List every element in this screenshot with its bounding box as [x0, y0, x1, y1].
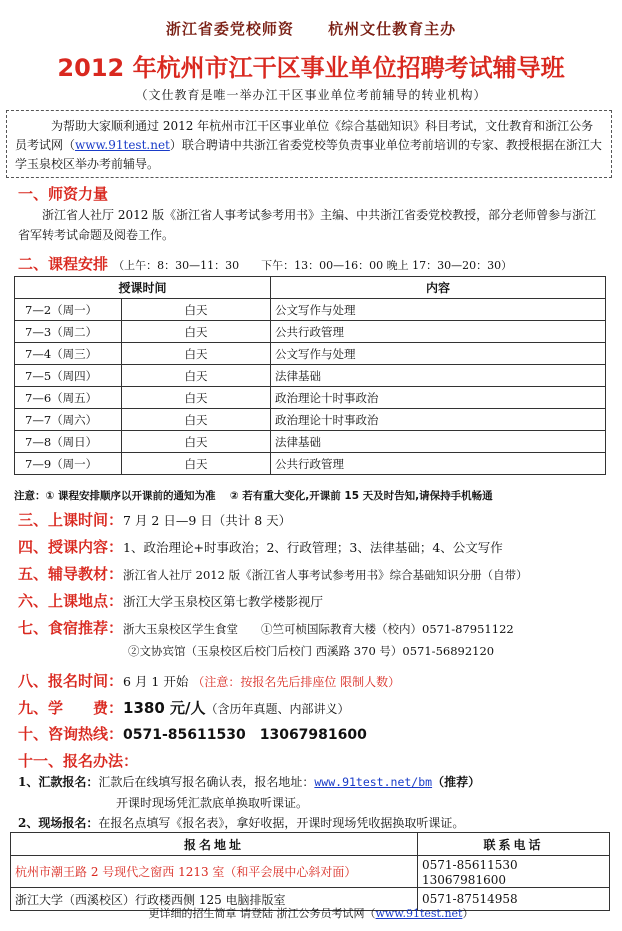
phone-header: 联系电话 [418, 833, 610, 856]
page-title: 2012 年杭州市江干区事业单位招聘考试辅导班 [57, 54, 565, 82]
footer [0, 905, 622, 921]
schedule-slot: 白天 [122, 365, 271, 387]
schedule-slot: 白天 [122, 299, 271, 321]
schedule-date: 7—4（周三） [15, 343, 122, 365]
schedule-header-time: 授课时间 [15, 277, 271, 299]
schedule-note [14, 488, 493, 503]
schedule-header-row [15, 277, 606, 299]
schedule-content: 公文写作与处理 [271, 299, 606, 321]
onsite-line [18, 814, 464, 831]
tagline: （文仕教育是唯一举办江干区事业单位考前辅导的转业机构） [135, 88, 487, 102]
table-row [15, 387, 606, 409]
schedule-content: 公文写作与处理 [271, 343, 606, 365]
section-class-time [18, 509, 291, 530]
schedule-slot: 白天 [122, 431, 271, 453]
schedule-content: 公共行政管理 [271, 321, 606, 343]
remit-line-2: 开课时现场凭汇款底单换取听课证。 [116, 796, 309, 810]
schedule-date: 7—5（周四） [15, 365, 122, 387]
intro-text-1: 为帮助大家顺利通过 2012 年杭州市江干区事业单位《综合基础知识》科目考试，文仕教育和浙江公务员考试网（ [15, 119, 594, 152]
schedule-header-content: 内容 [271, 277, 606, 299]
schedule-date: 7—7（周六） [15, 409, 122, 431]
section-schedule-header [18, 253, 512, 274]
schedule-slot: 白天 [122, 321, 271, 343]
lodging-line-1: 浙大玉泉校区学生食堂 ①竺可桢国际教育大楼（校内）0571-87951122 [123, 622, 514, 636]
class-time-value: 7 月 2 日—9 日（共计 8 天） [123, 513, 292, 528]
signup-method-heading: 十一、报名办法： [18, 752, 139, 770]
table-row [11, 856, 610, 888]
address-header: 报名地址 [11, 833, 418, 856]
footer-text: 更详细的招生简章 请登陆 浙江公务员考试网（ [148, 907, 376, 920]
organizer-right: 杭州文仕教育主办 [328, 20, 457, 38]
address-cell: 浙江大学（西溪校区）行政楼西侧 125 电脑排版室 [11, 888, 418, 911]
table-row [15, 431, 606, 453]
schedule-content: 公共行政管理 [271, 453, 606, 475]
remit-line [18, 773, 480, 790]
remit-link[interactable]: www.91test.net/bm [314, 775, 433, 789]
footer-link[interactable]: www.91test.net [375, 907, 463, 920]
section-fee [18, 697, 349, 718]
phone-cell: 0571-87514958 [418, 888, 610, 911]
intro-box [6, 110, 612, 178]
onsite-text: 在报名点填写《报名表》，拿好收据，开课时现场凭收据换取听课证。 [98, 816, 465, 830]
table-row [15, 453, 606, 475]
content-heading: 四、授课内容： [18, 538, 124, 556]
organizer-line [0, 18, 622, 39]
table-row [15, 343, 606, 365]
table-row [15, 365, 606, 387]
section-schedule-heading: 二、课程安排 [18, 255, 109, 273]
address-header-row [11, 833, 610, 856]
table-row [15, 321, 606, 343]
schedule-slot: 白天 [122, 453, 271, 475]
location-value: 浙江大学玉泉校区第七教学楼影视厅 [123, 594, 324, 609]
section-location [18, 590, 323, 611]
remit-label: 1、汇款报名： [18, 775, 99, 789]
intro-link[interactable]: www.91test.net [75, 138, 170, 152]
section-content [18, 536, 503, 557]
schedule-table [14, 276, 606, 475]
schedule-date: 7—3（周二） [15, 321, 122, 343]
signup-notice: （注意：按报名先后排座位 限制人数） [192, 675, 401, 689]
remit-recommend: （推荐） [432, 775, 481, 789]
address-cell: 杭州市潮王路 2 号现代之窗西 1213 室（和平会展中心斜对面） [11, 856, 418, 888]
schedule-slot: 白天 [122, 409, 271, 431]
intro-text-2: ）联合聘请中共浙江省委党校等负责事业单位考前培训的专家、教授根据在浙江大学玉泉校区举办考前辅导。 [15, 138, 602, 171]
content-value: 1、政治理论+时事政治；2、行政管理；3、法律基础；4、公文写作 [123, 540, 503, 555]
section-teachers-heading: 一、师资力量 [18, 185, 109, 203]
hotline-value: 0571-85611530 13067981600 [123, 727, 367, 743]
section-materials [18, 563, 528, 584]
section-hotline [18, 723, 367, 744]
schedule-date: 7—6（周五） [15, 387, 122, 409]
table-row [15, 299, 606, 321]
table-row [15, 409, 606, 431]
schedule-slot: 白天 [122, 343, 271, 365]
organizer-left: 浙江省委党校师资 [165, 20, 294, 38]
schedule-content: 政治理论十时事政治 [271, 387, 606, 409]
materials-heading: 五、辅导教材： [18, 565, 124, 583]
fee-value: 1380 元/人 [123, 699, 206, 717]
lodging-line-2: ②文协宾馆（玉泉校区后校门后校门 西溪路 370 号）0571-56892120 [128, 644, 495, 658]
schedule-date: 7—8（周日） [15, 431, 122, 453]
signup-time-value: 6 月 1 开始 [123, 674, 189, 689]
section-teachers-text: 浙江省人社厅 2012 版《浙江省人事考试参考用书》主编、中共浙江省委党校教授，部分老师曾参与浙江省军转考试命题及阅卷工作。 [18, 208, 597, 242]
remit-text: 汇款后在线填写报名确认表，报名地址： [98, 775, 315, 789]
schedule-times: （上午：8：30—11：30 下午：13：00—16：00 晚上 17：30—20：30） [113, 259, 513, 272]
location-heading: 六、上课地点： [18, 592, 124, 610]
schedule-date: 7—2（周一） [15, 299, 122, 321]
fee-heading: 九、学 费： [18, 699, 124, 717]
hotline-heading: 十、咨询热线： [18, 725, 124, 743]
footer-close: ） [462, 907, 474, 920]
class-time-heading: 三、上课时间： [18, 511, 124, 529]
address-table [10, 832, 610, 911]
onsite-label: 2、现场报名： [18, 816, 99, 830]
note-text: ：① 课程安排顺序以开课前的通知为准 ② 若有重大变化,开课前 15 天及时告知,请保持手机畅通 [35, 490, 493, 502]
schedule-content: 政治理论十时事政治 [271, 409, 606, 431]
schedule-content: 法律基础 [271, 431, 606, 453]
signup-time-heading: 八、报名时间： [18, 672, 124, 690]
schedule-date: 7—9（周一） [15, 453, 122, 475]
phone-cell: 0571-85611530 13067981600 [418, 856, 610, 888]
schedule-content: 法律基础 [271, 365, 606, 387]
section-signup-time [18, 670, 400, 691]
schedule-slot: 白天 [122, 387, 271, 409]
section-lodging [18, 617, 514, 638]
note-label: 注意 [14, 490, 35, 502]
lodging-heading: 七、食宿推荐： [18, 619, 124, 637]
fee-extra: （含历年真题、内部讲义） [205, 702, 350, 716]
materials-value: 浙江省人社厅 2012 版《浙江省人事考试参考用书》综合基础知识分册（自带） [123, 568, 528, 582]
